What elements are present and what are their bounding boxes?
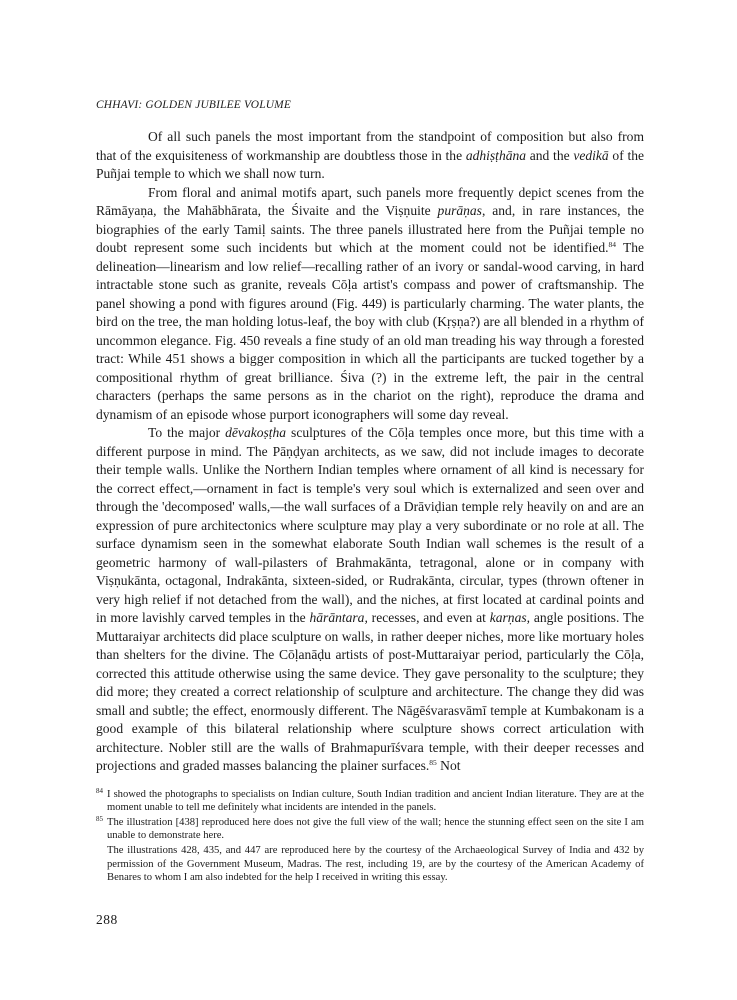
footnote-85: 85 The illustration [438] reproduced here does not give the full view of the wall; hence the stunning effect seen on the site I am unable to demonstrate here.: [96, 814, 644, 842]
italic-term: adhiṣṭhāna: [465, 147, 527, 163]
text-run: Of all such panels the most important from the standpoint of composition but also from that of the exquisiteness of workmanship are doubtless those in the: [96, 129, 644, 163]
italic-term: dēvakoṣṭha: [225, 425, 287, 440]
footnote-text: The illustration [438] reproduced here does not give the full view of the wall; hence the stunning effect seen on the site I am unable to demonstrate here.: [107, 816, 644, 842]
paragraph-3: [96, 424, 644, 776]
text-run: and the: [526, 147, 574, 163]
footnote-text: I showed the photographs to specialists on Indian culture, South Indian tradition and ancient Indian literature. They are at the moment unable to tell me definitely what incidents are intended in the panels.: [107, 788, 644, 813]
footnote-ref: 84: [608, 240, 617, 249]
running-head: CHHAVI: GOLDEN JUBILEE VOLUME: [96, 99, 292, 111]
text-run: sculptures of the Cōḷa temples once more, but this time with a different purpose in mind. The Pāṇḍyan architects, as we saw, did not include images to decorate their temple walls. Unlike the Northern Indian temples where ornament of all kind is necessary for the correct effect,—ornament in fact is temple's very soul which is externalized and seen over and through the 'decomposed' walls,—the wall surfaces of a Drāviḍian temple rely heavily on and are an expression of pure architectonics where sculpture may play a very subordinate or no role at all. The surface dynamism seen in the somewhat elaborate South Indian wall schemes is the result of a geometric harmony of wall-pilasters of Brahmakānta, tetragonal, alone or in company with Viṣṇukānta, octagonal, Indrakānta, sixteen-sided, or Rudrakānta, circular, types (thrown oftener in very high relief if not detached from the wall), and the niches, at first located at cardinal points and in more lavishly carved temples in the: [96, 425, 644, 625]
text-run: angle positions. The Muttaraiyar architects did place sculpture on walls, in rather deeper niches, more like mortuary holes than shelters for the divine. The Cōḷanāḍu artists of post-Muttaraiyar period, particularly the Cōḷa, corrected this attitude otherwise using the same device. They gave personality to the sculpture; they did more; they created a correct relationship of sculpture and architecture. The change they did was small and subtle; the effect, enormously different. The Nāgēśvarasvāmī temple at Kumbakonam is a good example of this bilateral relationship where sculpture shows correct articulation with architecture. Nobler still are the walls of Brahmapurīśvara temple, with their deeper recesses and projections and graded masses balancing the plainer surfaces.: [96, 610, 644, 773]
footnote-text: The illustrations 428, 435, and 447 are reproduced here by the courtesy of the Archaeological Survey of India and 432 by permission of the Government Museum, Madras. The rest, including 19, are by the courtesy of the American Academy of Benares to whom I am also indebted for the help I received in writing this essay.: [107, 845, 644, 883]
text-run: The delineation—linearism and low relief—recalling rather of an ivory or sandal-wood carving, in hard intractable stone such as granite, reveals Cōḷa artist's compass and power of craftsmanship. The panel showing a pond with figures around (Fig. 449) is particularly charming. The water plants, the bird on the tree, the man holding lotus-leaf, the boy with club (Kṛṣṇa?) are all blended in a rhythm of uncommon elegance. Fig. 450 reveals a fine study of an old man treading his way through a forested tract: While 451 shows a bigger composition in which all the participants are tucked together by a compositional rhythm of great brilliance. Śiva (?) in the extreme left, the pair in the central characters (perhaps the same persons as in the chariot on the right), reproduce the drama and dynamism of an episode whose purport iconographers will some day reveal.: [96, 240, 645, 422]
italic-term: purāṇas: [437, 203, 482, 218]
footnote-ref: 85: [429, 758, 437, 767]
text-run: From floral and animal motifs apart, such panels more frequently depict scenes from the Rāmāyaṇa, the Mahābhārata, the Śivaite and the Viṣṇuite: [96, 184, 644, 218]
text-run: Not: [436, 758, 461, 773]
text-run: recesses, and even at: [367, 610, 490, 625]
paragraph-2: [96, 184, 644, 425]
footnote-84: 84 I showed the photographs to specialists on Indian culture, South Indian tradition and ancient Indian literature. They are at the moment unable to tell me definitely what incidents are intended in the panels.: [96, 786, 644, 813]
page: [96, 98, 644, 886]
italic-term: hārāntara,: [309, 610, 368, 625]
text-run: of the Puñjai temple to which we shall now turn.: [96, 147, 644, 181]
paragraph-1: [96, 128, 644, 184]
text-run: To the major: [148, 425, 226, 440]
page-number: 288: [96, 912, 118, 927]
text-run: , and, in rare instances, the biographies of the early Tamiḷ saints. The three panels illustrated here from the Puñjai temple no doubt represent some such incidents but which at the moment could not be identified.: [96, 203, 644, 255]
italic-term: vedikā: [573, 147, 609, 163]
footnote-acknowledgement: [96, 844, 644, 884]
italic-term: karṇas,: [489, 610, 530, 625]
body-text: [96, 128, 644, 776]
footnotes: [96, 788, 644, 884]
